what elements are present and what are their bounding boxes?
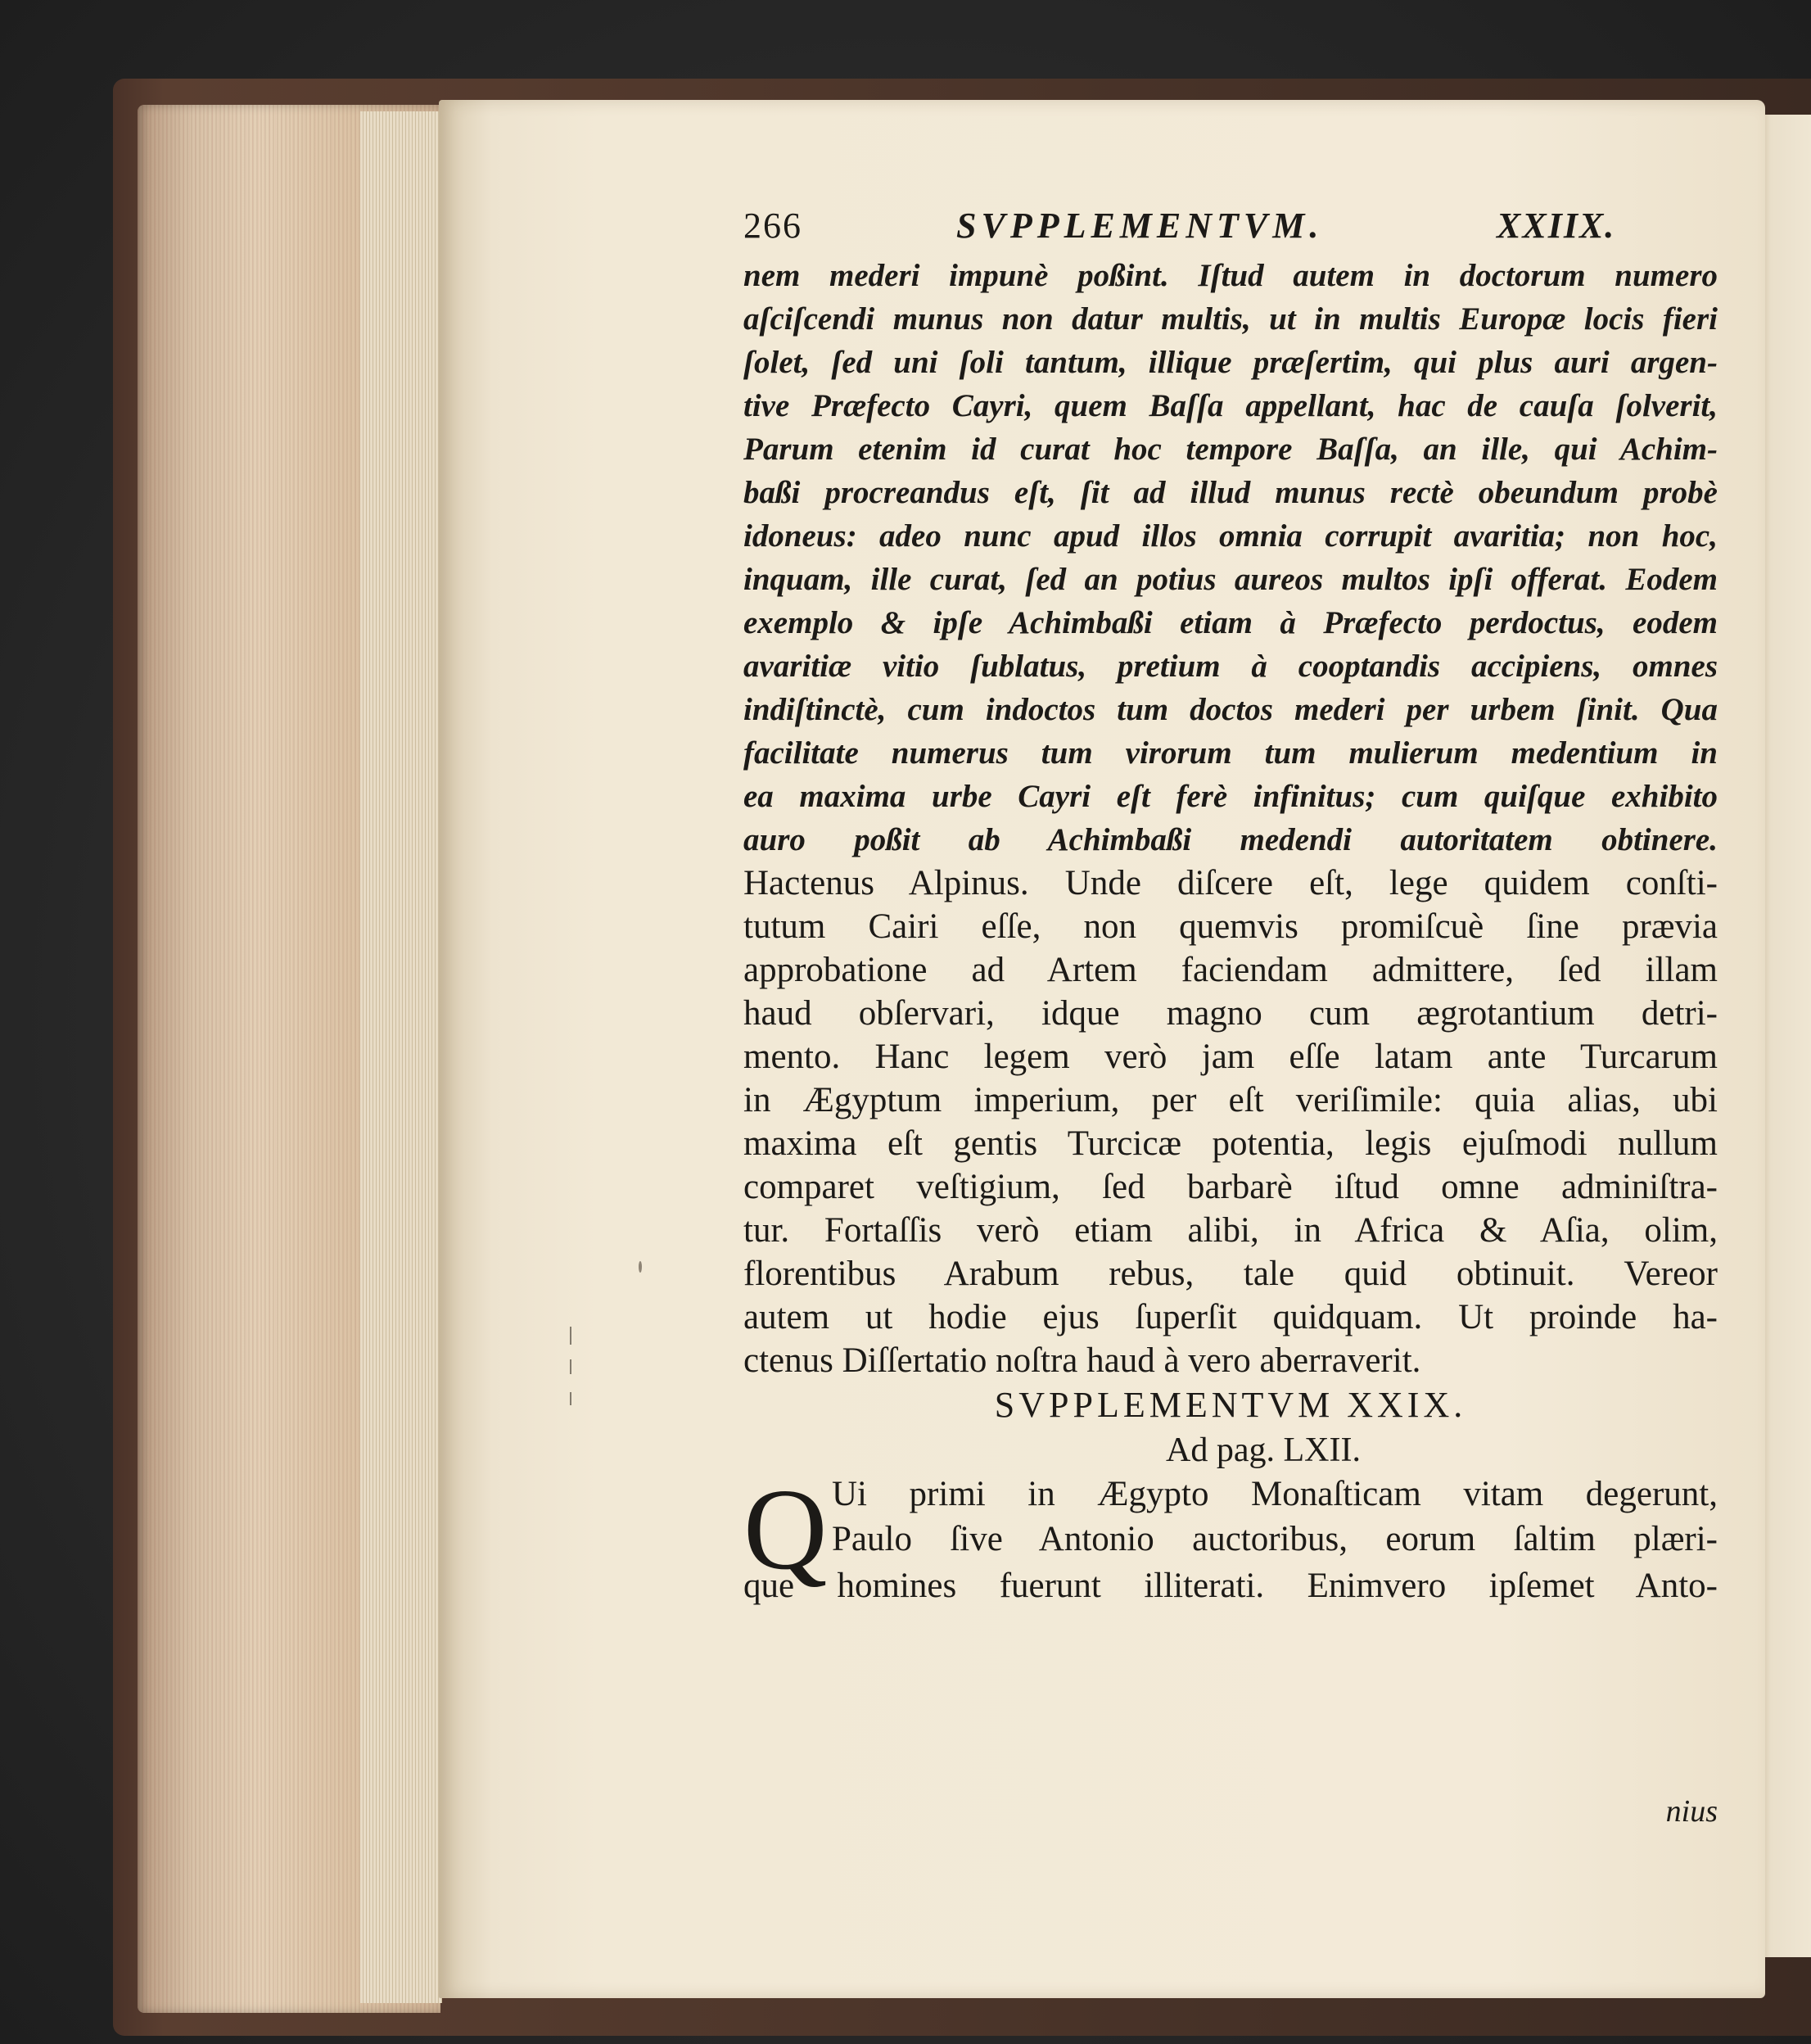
text-line: que homines fuerunt illiterati. Enimvero ipſemet Anto- — [743, 1567, 1718, 1605]
quoted-text-line: tive Præfecto Cayri, quem Baſſa appellant, hac de cauſa ſolverit, — [743, 388, 1718, 423]
text-line: florentibus Arabum rebus, tale quid obtinuit. Vereor — [743, 1255, 1718, 1293]
quoted-text-line: exemplo & ipſe Achimbaßi etiam à Præfecto perdoctus, eodem — [743, 605, 1718, 640]
text-line: approbatione ad Artem faciendam admittere, ſed illam — [743, 951, 1718, 989]
ink-speck — [639, 1261, 642, 1273]
quoted-text-line: auro poßit ab Achimbaßi medendi autoritatem obtinere. — [743, 822, 1718, 857]
text-line: ctenus Diſſertatio noſtra haud à vero aberraverit. — [743, 1341, 1421, 1380]
running-head — [743, 205, 1718, 254]
text-line: haud obſervari, idque magno cum ægrotantium detri- — [743, 994, 1718, 1033]
quoted-text-line: baßi procreandus eſt, ſit ad illud munus rectè obeundum probè — [743, 475, 1718, 510]
text-line: autem ut hodie ejus ſuperſit quidquam. Ut proinde ha- — [743, 1298, 1718, 1336]
margin-mark — [570, 1392, 571, 1405]
drop-cap: Q — [743, 1464, 828, 1594]
text-line: maxima eſt gentis Turcicæ potentia, legis ejuſmodi nullum — [743, 1124, 1718, 1163]
section-heading: SVPPLEMENTVM XXIX. — [994, 1385, 1467, 1425]
body-text — [743, 254, 1718, 1612]
text-line: Paulo ſive Antonio auctoribus, eorum ſaltim plæri- — [832, 1520, 1718, 1558]
text-line: in Ægyptum imperium, per eſt veriſimile: quia alias, ubi — [743, 1081, 1718, 1119]
quoted-text-line: inquam, ille curat, ſed an potius aureos multos ipſi offerat. Eodem — [743, 562, 1718, 597]
text-line: mento. Hanc legem verò jam eſſe latam ante Turcarum — [743, 1038, 1718, 1076]
page-number: 266 — [743, 206, 802, 246]
quoted-text-line: idoneus: adeo nunc apud illos omnia corrupit avaritia; non hoc, — [743, 518, 1718, 554]
initial-paragraph — [743, 1464, 1718, 1612]
margin-mark — [570, 1359, 571, 1374]
quoted-text-line: facilitate numerus tum virorum tum mulierum medentium in — [743, 735, 1718, 771]
quoted-text-line: aſciſcendi munus non datur multis, ut in multis Europæ locis fieri — [743, 301, 1718, 337]
text-line: Hactenus Alpinus. Unde diſcere eſt, lege quidem conſti- — [743, 864, 1718, 902]
quoted-text-line: Parum etenim id curat hoc tempore Baſſa, an ille, qui Achim- — [743, 432, 1718, 467]
text-line: Ui primi in Ægypto Monaſticam vitam degerunt, — [832, 1475, 1718, 1513]
section-subheading: Ad pag. LXII. — [1166, 1431, 1361, 1469]
page-stack-gutter — [360, 111, 442, 2003]
running-section-number: XXIIX. — [1497, 206, 1616, 246]
quoted-text-line: avaritiæ vitio ſublatus, pretium à cooptandis accipiens, omnes — [743, 649, 1718, 684]
catchword: nius — [1665, 1794, 1718, 1829]
text-line: tutum Cairi eſſe, non quemvis promiſcuè ſine prævia — [743, 907, 1718, 946]
quoted-text-line: ſolet, ſed uni ſoli tantum, illique præſertim, qui plus auri argen- — [743, 345, 1718, 380]
running-title: SVPPLEMENTVM. — [956, 206, 1324, 246]
margin-mark — [570, 1327, 571, 1345]
quoted-text-line: nem mederi impunè poßint. Iſtud autem in doctorum numero — [743, 258, 1718, 293]
text-line: comparet veſtigium, ſed barbarè iſtud omne adminiſtra- — [743, 1168, 1718, 1206]
text-line: tur. Fortaſſis verò etiam alibi, in Africa & Aſia, olim, — [743, 1211, 1718, 1250]
quoted-text-line: indiſtinctè, cum indoctos tum doctos mederi per urbem ſinit. Qua — [743, 692, 1718, 727]
quoted-text-line: ea maxima urbe Cayri eſt ferè infinitus; cum quiſque exhibito — [743, 779, 1718, 814]
